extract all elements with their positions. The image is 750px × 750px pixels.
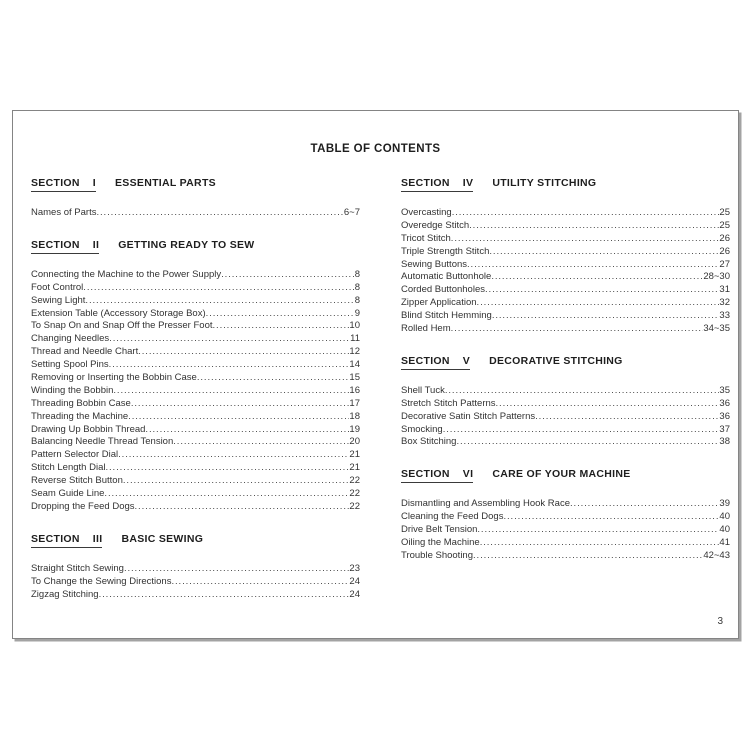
- toc-entry-title: Names of Parts: [31, 207, 97, 218]
- toc-entry-title: Thread and Needle Chart: [31, 346, 139, 358]
- section-numeral: II: [92, 238, 100, 251]
- dot-leader: [123, 475, 350, 486]
- toc-entry-page: 19: [349, 423, 360, 435]
- toc-entry-page: 22: [349, 475, 360, 487]
- dot-leader: [118, 449, 349, 460]
- dot-leader: [138, 346, 349, 357]
- toc-entry-page: 24: [349, 575, 360, 587]
- toc-entry: [31, 411, 360, 424]
- dot-leader: [443, 424, 720, 435]
- section-name: DECORATIVE STITCHING: [489, 354, 623, 367]
- section-numeral: I: [92, 177, 96, 189]
- dot-leader: [135, 501, 350, 512]
- dot-leader: [473, 550, 703, 561]
- toc-entry-title: Shell Tuck: [401, 384, 445, 396]
- toc-entry-page: 31: [719, 284, 730, 296]
- dot-leader: [452, 207, 720, 218]
- toc-entry-title: Balancing Needle Thread Tension: [31, 436, 174, 448]
- page-number: 3: [717, 616, 723, 627]
- toc-entry: [31, 462, 360, 475]
- toc-entry-title: Reverse Stitch Button: [31, 475, 123, 487]
- toc-entry-page: 6~7: [343, 207, 360, 218]
- toc-entry: [401, 220, 730, 233]
- section-word: SECTION: [401, 354, 450, 367]
- section-word: SECTION: [31, 532, 80, 545]
- toc-entry-page: 16: [349, 384, 360, 396]
- toc-entry: [31, 449, 360, 462]
- toc-section: [31, 239, 360, 514]
- toc-entry-page: 25: [719, 207, 730, 218]
- toc-entry-title: Zipper Application: [401, 297, 477, 309]
- dot-leader: [477, 524, 719, 535]
- section-heading: [401, 355, 730, 370]
- dot-leader: [128, 411, 349, 422]
- toc-entry: [31, 475, 360, 488]
- toc-entry-title: To Change the Sewing Directions: [31, 575, 172, 587]
- dot-leader: [221, 269, 355, 280]
- toc-entry-page: 9: [354, 307, 360, 319]
- dot-leader: [113, 385, 349, 396]
- toc-entry-page: 32: [719, 297, 730, 309]
- toc-entry-list: [31, 269, 360, 514]
- toc-entry-page: 21: [349, 462, 360, 474]
- toc-entry-page: 8: [354, 268, 360, 280]
- toc-entry-page: 15: [349, 372, 360, 384]
- section-name: CARE OF YOUR MACHINE: [492, 468, 631, 481]
- toc-entry-title: Connecting the Machine to the Power Supply: [31, 268, 222, 280]
- toc-entry-title: Stitch Length Dial: [31, 462, 106, 474]
- toc-entry-title: Trouble Shooting: [401, 549, 474, 561]
- toc-entry-page: 10: [349, 320, 360, 332]
- dot-leader: [480, 537, 720, 548]
- dot-leader: [456, 436, 719, 447]
- section-numeral: III: [92, 532, 103, 545]
- toc-entry-page: 14: [349, 359, 360, 371]
- dot-leader: [213, 320, 350, 331]
- toc-entry-page: 27: [719, 258, 730, 270]
- toc-entry: [31, 308, 360, 321]
- toc-entry-title: Oiling the Machine: [401, 537, 480, 549]
- toc-entry-title: Seam Guide Line: [31, 488, 105, 500]
- toc-entry-title: Foot Control: [31, 281, 84, 293]
- dot-leader: [173, 436, 349, 447]
- toc-entry: [401, 310, 730, 323]
- toc-entry-page: 39: [719, 498, 730, 510]
- toc-entry-title: Changing Needles: [31, 333, 110, 345]
- toc-entry-title: Extension Table (Accessory Storage Box): [31, 307, 206, 319]
- dot-leader: [492, 310, 720, 321]
- section-word: SECTION: [401, 177, 450, 189]
- section-numeral: IV: [462, 177, 474, 189]
- toc-entry-title: Overcasting: [401, 207, 452, 218]
- dot-leader: [467, 259, 719, 270]
- dot-leader: [124, 563, 349, 574]
- toc-entry: [31, 436, 360, 449]
- toc-entry: [401, 259, 730, 272]
- dot-leader: [83, 282, 354, 293]
- toc-entry: [401, 398, 730, 411]
- toc-entry-page: 26: [719, 245, 730, 257]
- toc-entry: [401, 537, 730, 550]
- section-heading: [31, 177, 360, 192]
- toc-entry-title: Decorative Satin Stitch Patterns: [401, 410, 536, 422]
- dot-leader: [105, 462, 349, 473]
- toc-entry: [401, 385, 730, 398]
- toc-entry-title: Pattern Selector Dial: [31, 449, 119, 461]
- toc-entry: [31, 589, 360, 602]
- toc-entry-title: Stretch Stitch Patterns: [401, 397, 496, 409]
- section-label: [31, 239, 99, 254]
- toc-entry-page: 28~30: [703, 271, 730, 283]
- dot-leader: [496, 398, 720, 409]
- section-name: ESSENTIAL PARTS: [115, 177, 216, 189]
- dot-leader: [451, 323, 704, 334]
- dot-leader: [109, 359, 350, 370]
- section-name: GETTING READY TO SEW: [118, 238, 255, 251]
- toc-entry-title: Corded Buttonholes: [401, 284, 485, 296]
- section-numeral: VI: [462, 468, 474, 481]
- toc-entry: [31, 282, 360, 295]
- toc-entry: [401, 511, 730, 524]
- dot-leader: [535, 411, 719, 422]
- toc-entry-title: Box Stitching: [401, 436, 457, 448]
- toc-entry: [31, 359, 360, 372]
- toc-entry-page: 40: [719, 511, 730, 523]
- toc-entry: [401, 550, 730, 563]
- dot-leader: [85, 295, 354, 306]
- toc-entry-list: [401, 207, 730, 336]
- section-heading: [31, 239, 360, 254]
- section-word: SECTION: [401, 468, 450, 481]
- toc-entry: [31, 576, 360, 589]
- toc-column-right: [401, 177, 730, 582]
- toc-entry-title: Zigzag Stitching: [31, 588, 99, 600]
- section-numeral: V: [462, 354, 471, 367]
- toc-entry-title: Removing or Inserting the Bobbin Case: [31, 372, 197, 384]
- toc-entry-title: Smocking: [401, 423, 443, 435]
- toc-entry-list: [31, 207, 360, 220]
- toc-entry-page: 41: [719, 537, 730, 549]
- toc-entry: [31, 346, 360, 359]
- toc-entry: [401, 246, 730, 259]
- dot-leader: [131, 398, 350, 409]
- toc-entry-list: [31, 563, 360, 602]
- dot-leader: [485, 284, 719, 295]
- toc-section: [401, 177, 730, 336]
- toc-entry-title: Threading Bobbin Case: [31, 397, 131, 409]
- section-label: [401, 177, 473, 192]
- toc-entry-page: 23: [349, 562, 360, 574]
- toc-entry: [401, 524, 730, 537]
- dot-leader: [445, 385, 720, 396]
- toc-entry: [401, 411, 730, 424]
- toc-entry: [31, 385, 360, 398]
- toc-entry-title: Overedge Stitch: [401, 219, 470, 231]
- page-title: TABLE OF CONTENTS: [310, 143, 441, 155]
- dot-leader: [145, 424, 349, 435]
- toc-entry-page: 12: [349, 346, 360, 358]
- toc-entry-title: Drive Belt Tension: [401, 524, 478, 536]
- toc-entry: [401, 233, 730, 246]
- dot-leader: [477, 297, 720, 308]
- dot-leader: [570, 498, 719, 509]
- toc-entry: [401, 424, 730, 437]
- section-word: SECTION: [31, 177, 80, 189]
- toc-entry: [401, 323, 730, 336]
- toc-section: [401, 355, 730, 449]
- manual-page: [12, 110, 739, 639]
- toc-entry: [31, 501, 360, 514]
- toc-entry-title: Straight Stitch Sewing: [31, 562, 124, 574]
- dot-leader: [171, 576, 349, 587]
- toc-entry-title: Tricot Stitch: [401, 232, 451, 244]
- toc-entry-page: 34~35: [703, 323, 730, 335]
- dot-leader: [451, 233, 720, 244]
- toc-section: [401, 468, 730, 562]
- dot-leader: [491, 271, 703, 282]
- toc-entry: [401, 436, 730, 449]
- toc-entry-page: 22: [349, 500, 360, 512]
- dot-leader: [104, 488, 349, 499]
- section-label: [31, 533, 102, 548]
- toc-entry: [31, 398, 360, 411]
- toc-entry-title: Threading the Machine: [31, 410, 129, 422]
- section-label: [31, 177, 96, 192]
- toc-entry: [401, 207, 730, 220]
- dot-leader: [206, 308, 355, 319]
- dot-leader: [109, 333, 350, 344]
- toc-column-left: [31, 177, 360, 620]
- toc-entry-page: 24: [349, 588, 360, 600]
- toc-entry: [401, 498, 730, 511]
- toc-entry-page: 18: [349, 410, 360, 422]
- toc-entry-page: 42~43: [703, 549, 730, 561]
- toc-entry-title: To Snap On and Snap Off the Presser Foot: [31, 320, 213, 332]
- toc-entry-title: Dismantling and Assembling Hook Race: [401, 498, 570, 510]
- section-word: SECTION: [31, 238, 80, 251]
- toc-entry: [31, 488, 360, 501]
- toc-entry: [31, 295, 360, 308]
- section-label: [401, 468, 473, 483]
- toc-entry-title: Drawing Up Bobbin Thread: [31, 423, 146, 435]
- toc-entry-title: Triple Strength Stitch: [401, 245, 490, 257]
- toc-entry-title: Cleaning the Feed Dogs: [401, 511, 504, 523]
- dot-leader: [503, 511, 719, 522]
- section-label: [401, 355, 470, 370]
- dot-leader: [96, 207, 343, 218]
- dot-leader: [489, 246, 719, 257]
- toc-entry-page: 20: [349, 436, 360, 448]
- toc-entry: [401, 284, 730, 297]
- toc-entry-page: 25: [719, 219, 730, 231]
- toc-entry-title: Blind Stitch Hemming: [401, 310, 492, 322]
- toc-entry-page: 21: [349, 449, 360, 461]
- toc-entry-page: 37: [719, 423, 730, 435]
- toc-entry: [31, 269, 360, 282]
- toc-entry-page: 17: [349, 397, 360, 409]
- toc-entry: [31, 424, 360, 437]
- toc-entry-page: 8: [354, 294, 360, 306]
- toc-entry-list: [401, 385, 730, 449]
- toc-entry: [31, 207, 360, 220]
- toc-entry-title: Rolled Hem: [401, 323, 451, 335]
- toc-entry-page: 33: [719, 310, 730, 322]
- toc-entry: [401, 297, 730, 310]
- toc-entry-page: 35: [719, 384, 730, 396]
- dot-leader: [469, 220, 719, 231]
- toc-entry: [31, 320, 360, 333]
- toc-entry: [31, 563, 360, 576]
- section-heading: [31, 533, 360, 548]
- dot-leader: [99, 589, 350, 600]
- dot-leader: [197, 372, 350, 383]
- toc-section: [31, 533, 360, 602]
- section-heading: [401, 468, 730, 483]
- toc-entry-page: 11: [350, 333, 360, 345]
- toc-entry: [31, 333, 360, 346]
- toc-entry-page: 8: [354, 281, 360, 293]
- toc-entry-title: Sewing Buttons: [401, 258, 468, 270]
- toc-entry-title: Winding the Bobbin: [31, 384, 114, 396]
- toc-entry-page: 36: [719, 410, 730, 422]
- toc-entry: [31, 372, 360, 385]
- section-name: BASIC SEWING: [121, 532, 204, 545]
- toc-section: [31, 177, 360, 220]
- toc-entry-page: 40: [719, 524, 730, 536]
- toc-entry-page: 36: [719, 397, 730, 409]
- toc-entry-title: Setting Spool Pins: [31, 359, 109, 371]
- toc-entry-title: Dropping the Feed Dogs: [31, 500, 135, 512]
- section-heading: [401, 177, 730, 192]
- toc-entry-page: 26: [719, 232, 730, 244]
- section-name: UTILITY STITCHING: [492, 177, 597, 189]
- toc-entry-page: 22: [349, 488, 360, 500]
- toc-entry-title: Sewing Light: [31, 294, 86, 306]
- toc-entry-list: [401, 498, 730, 562]
- toc-entry-page: 38: [719, 436, 730, 448]
- toc-entry: [401, 271, 730, 284]
- toc-entry-title: Automatic Buttonhole: [401, 271, 492, 283]
